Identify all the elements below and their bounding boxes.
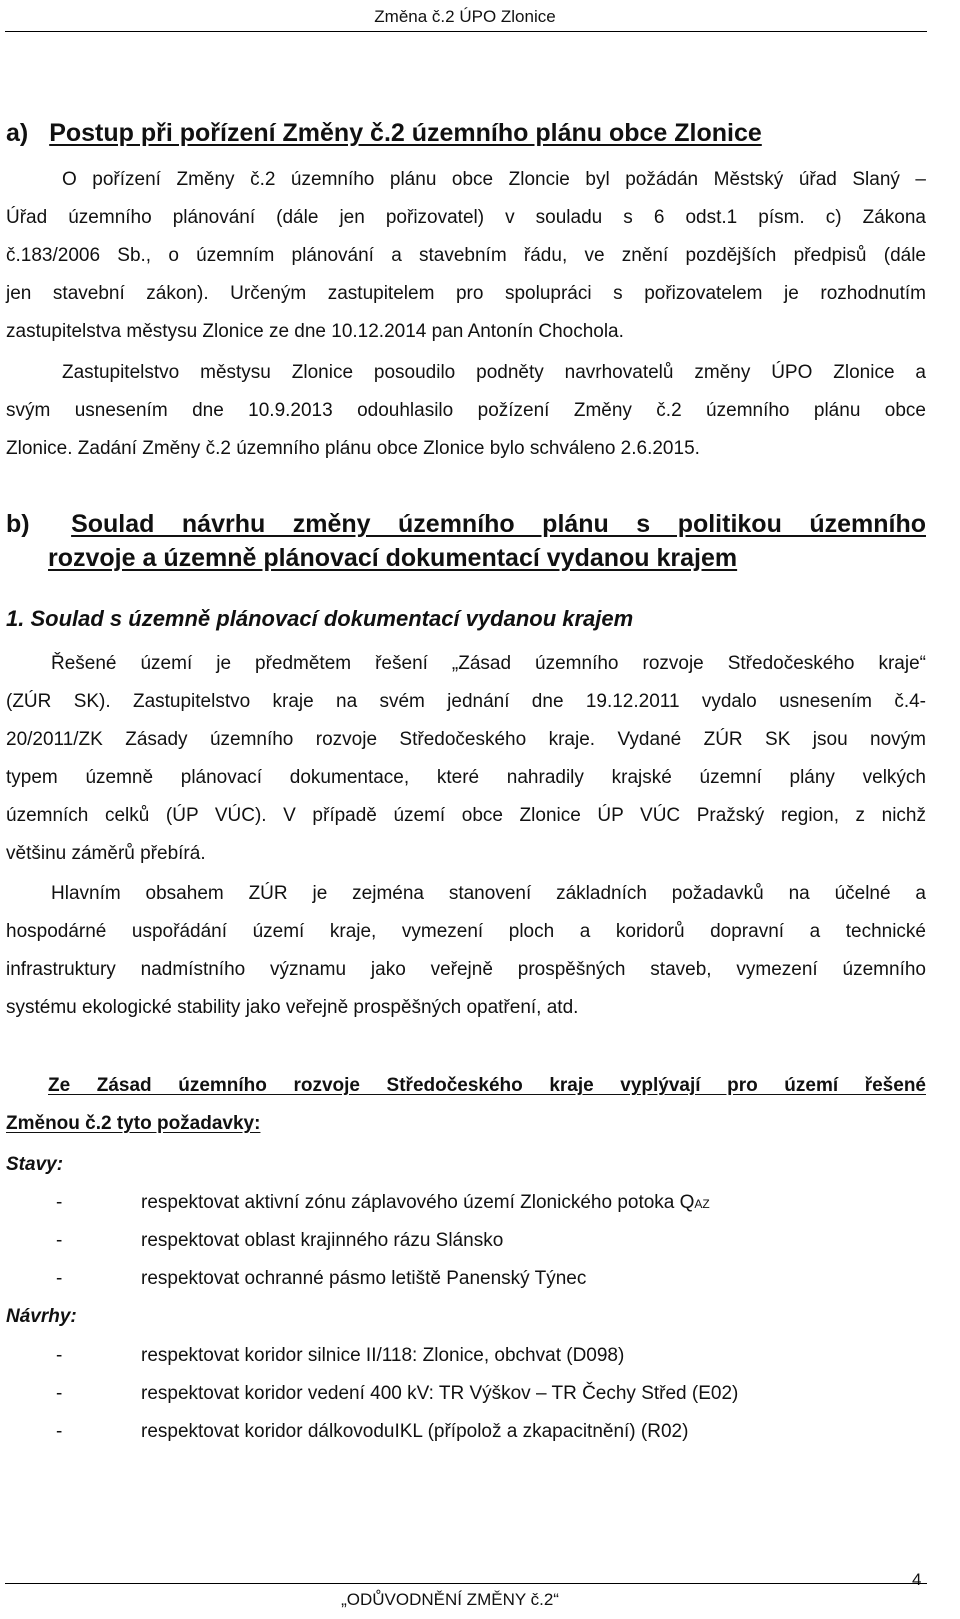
section-b-title-line-2: rozvoje a územně plánovací dokumentací vydanou krajem — [48, 544, 738, 572]
page-number: 4 — [912, 1570, 922, 1589]
list-dash: - — [56, 1192, 63, 1213]
text-line: územních celků (ÚP VÚC). V případě území obce Zlonice ÚP VÚC Pražský region, z nichž — [6, 805, 926, 826]
list-dash: - — [56, 1268, 63, 1289]
text-line: Úřad územního plánování (dále jen pořizovatel) v souladu s 6 odst.1 písm. c) Zákona — [6, 207, 926, 228]
list-item-text: respektovat oblast krajinného rázu Slánsko — [141, 1230, 504, 1251]
section-a-paragraph-2 — [6, 354, 926, 468]
section-b-title-line-1: Soulad návrhu změny územního plánu s politikou územního — [71, 510, 926, 538]
section-a-label: a) — [6, 119, 29, 147]
text-line: systému ekologické stability jako veřejně prospěšných opatření, atd. — [6, 997, 579, 1018]
section-b-heading — [6, 507, 926, 575]
section-a-heading — [6, 115, 926, 151]
section-a-title: Postup při pořízení Změny č.2 územního plánu obce Zlonice — [49, 119, 762, 147]
text-line: svým usnesením dne 10.9.2013 odouhlasilo požízení Změny č.2 územního plánu obce — [6, 400, 926, 421]
text-line: jen stavební zákon). Určeným zastupitelem pro spolupráci s pořizovatelem je rozhodnutím — [6, 283, 926, 304]
text-line: Hlavním obsahem ZÚR je zejména stanovení základních požadavků na účelné a — [51, 883, 926, 904]
text-line: infrastruktury nadmístního významu jako veřejně prospěšných staveb, vymezení územního — [6, 959, 926, 980]
text-line: Zlonice. Zadání Změny č.2 územního plánu obce Zlonice bylo schváleno 2.6.2015. — [6, 438, 700, 459]
list-item-text: respektovat ochranné pásmo letiště Panenský Týnec — [141, 1268, 587, 1289]
running-header: Změna č.2 ÚPO Zlonice — [374, 7, 556, 26]
navrhy-label: Návrhy: — [6, 1306, 77, 1327]
requirements-heading-line-1: Ze Zásad územního rozvoje Středočeského kraje vyplývají pro území řešené — [48, 1075, 926, 1096]
list-dash: - — [56, 1345, 63, 1366]
text-line: č.183/2006 Sb., o územním plánování a stavebním řádu, ve znění pozdějších předpisů (dále — [6, 245, 926, 266]
requirements-heading-line-2: Změnou č.2 tyto požadavky: — [6, 1113, 261, 1134]
footer-rule — [5, 1583, 927, 1584]
text-line: Zastupitelstvo městysu Zlonice posoudilo podněty navrhovatelů změny ÚPO Zlonice a — [62, 362, 926, 383]
subsection-1-paragraph-2 — [6, 875, 926, 1027]
list-dash: - — [56, 1230, 63, 1251]
list-item-text: respektovat aktivní zónu záplavového území Zlonického potoka Q — [141, 1192, 695, 1213]
text-line: typem územně plánovací dokumentace, které nahradily krajské územní plány velkých — [6, 767, 926, 788]
section-a-paragraph-1 — [6, 161, 926, 351]
requirements-heading — [6, 1067, 926, 1143]
text-line: (ZÚR SK). Zastupitelstvo kraje na svém jednání dne 19.12.2011 vydalo usnesením č.4- — [6, 691, 926, 712]
text-line: zastupitelstva městysu Zlonice ze dne 10.12.2014 pan Antonín Chochola. — [6, 321, 624, 342]
list-item-text: respektovat koridor dálkovoduIKL (přípolož a zkapacitnění) (R02) — [141, 1421, 689, 1442]
list-item-subscript: AZ — [694, 1197, 710, 1211]
text-line: hospodárné uspořádání území kraje, vymezení ploch a koridorů dopravní a technické — [6, 921, 926, 942]
list-item-text: respektovat koridor vedení 400 kV: TR Výškov – TR Čechy Střed (E02) — [141, 1383, 739, 1404]
text-line: O pořízení Změny č.2 územního plánu obce Zloncie byl požádán Městský úřad Slaný – — [62, 169, 926, 190]
list-dash: - — [56, 1383, 63, 1404]
running-footer: „ODŮVODNĚNÍ ZMĚNY č.2“ — [341, 1590, 559, 1609]
list-item-text: respektovat koridor silnice II/118: Zlonice, obchvat (D098) — [141, 1345, 625, 1366]
text-line: 20/2011/ZK Zásady územního rozvoje Středočeského kraje. Vydané ZÚR SK jsou novým — [6, 729, 926, 750]
subsection-1-paragraph-1 — [6, 645, 926, 873]
list-dash: - — [56, 1421, 63, 1442]
section-b-label: b) — [6, 510, 30, 538]
text-line: většinu záměrů přebírá. — [6, 843, 206, 864]
text-line: Řešené území je předmětem řešení „Zásad územního rozvoje Středočeského kraje“ — [51, 653, 926, 674]
header-rule — [5, 31, 927, 32]
stavy-label: Stavy: — [6, 1154, 64, 1175]
subsection-1-heading — [6, 600, 926, 640]
subsection-1-title: 1. Soulad s územně plánovací dokumentací vydanou krajem — [6, 606, 634, 631]
